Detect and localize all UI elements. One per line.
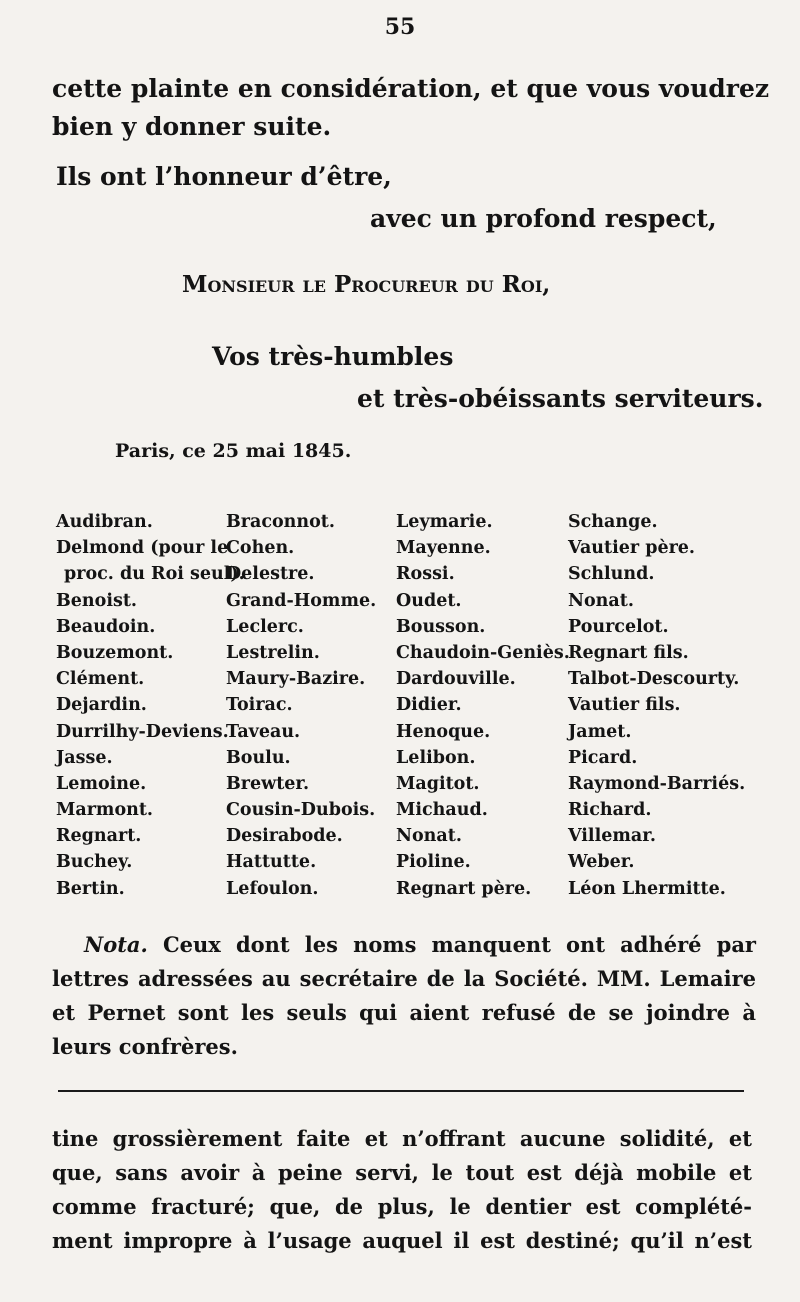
signatory-name: Villemar.	[568, 826, 656, 847]
signatory-name: Clément.	[56, 669, 145, 690]
signatory-name: Regnart.	[56, 826, 142, 847]
nota-paragraph	[52, 928, 756, 1064]
signatory-name: Braconnot.	[226, 512, 335, 532]
footnote-divider	[58, 1090, 744, 1092]
signatory-name: Mayenne.	[396, 538, 491, 559]
page-number: 55	[384, 14, 416, 40]
signatory-name: Durrilhy-Deviens.	[56, 721, 229, 742]
signatory-name: Pourcelot.	[568, 616, 669, 637]
signatory-name: proc. du Roi seul).	[64, 564, 245, 585]
signatory-name: Hattutte.	[226, 852, 317, 873]
signatory-name: Buchey.	[56, 852, 133, 873]
letter-line-1: cette plainte en considération, et que vous voudrez	[52, 74, 770, 103]
signatory-name: Boulu.	[226, 747, 291, 768]
signatory-name: Vautier fils.	[568, 695, 681, 716]
signatory-name: Maury-Bazire.	[226, 669, 366, 690]
signatory-name: Leymarie.	[396, 512, 493, 532]
signatory-name: Brewter.	[226, 773, 310, 794]
signatory-name: Desirabode.	[226, 826, 343, 847]
signatory-name: Jamet.	[568, 721, 632, 742]
signatory-name: Weber.	[568, 852, 635, 873]
signatory-name: Leclerc.	[226, 616, 304, 637]
signatory-name: Jasse.	[56, 747, 113, 768]
footer-line-1: tine grossièrement faite et n’offrant aucune solidité, et	[52, 1126, 752, 1151]
letter-date: Paris, ce 25 mai 1845.	[115, 440, 352, 462]
signatory-name: Lelibon.	[396, 747, 476, 768]
footer-line-4: ment impropre à l’usage auquel il est destiné; qu’il n’est	[52, 1228, 752, 1253]
letter-line-2: bien y donner suite.	[52, 112, 332, 141]
signatory-name: Audibran.	[56, 512, 153, 532]
signatory-name: Dardouville.	[396, 669, 516, 690]
signatory-name: Oudet.	[396, 590, 462, 611]
signatory-name: Marmont.	[56, 800, 154, 821]
signatory-name: Michaud.	[396, 800, 488, 821]
signatory-name: Richard.	[568, 800, 652, 821]
signatories-column-3	[396, 512, 570, 905]
signatory-name: Grand-Homme.	[226, 590, 377, 611]
signatories-column-1	[56, 512, 245, 905]
signatory-name: Léon Lhermitte.	[568, 878, 726, 899]
signatory-name: Bertin.	[56, 878, 125, 899]
signatory-name: Bouzemont.	[56, 642, 174, 663]
signatory-name: Benoist.	[56, 590, 137, 611]
signatory-name: Beaudoin.	[56, 616, 156, 637]
signatory-name: Pioline.	[396, 852, 471, 873]
signatory-name: Cousin-Dubois.	[226, 800, 376, 821]
signatory-name: Regnart père.	[396, 878, 532, 899]
footer-line-2: que, sans avoir à peine servi, le tout est déjà mobile et	[52, 1160, 752, 1185]
signatory-name: Delmond (pour le	[56, 538, 229, 559]
signatory-name: Talbot-Descourty.	[568, 669, 740, 690]
signatory-name: Didier.	[396, 695, 462, 716]
signatory-name: Dejardin.	[56, 695, 147, 716]
footer-line-3: comme fracturé; que, de plus, le dentier est complété-	[52, 1194, 752, 1219]
signatory-name: Taveau.	[226, 721, 301, 742]
signatory-name: Nonat.	[396, 826, 462, 847]
letter-line-4: avec un profond respect,	[370, 204, 717, 233]
signatory-name: Picard.	[568, 747, 638, 768]
signatory-name: Rossi.	[396, 564, 455, 585]
signatory-name: Vautier père.	[568, 538, 696, 559]
footer-text	[52, 1122, 752, 1258]
signatory-name: Delestre.	[226, 564, 315, 585]
signatory-name: Schange.	[568, 512, 658, 532]
nota-text: Ceux dont les noms manquent ont adhéré par lettres adressées au secrétaire de la Société. MM. Lemaire et Pernet sont les seuls qui aient refusé de se joindre à leurs confrères.	[52, 932, 756, 1059]
signatory-name: Lestrelin.	[226, 642, 320, 663]
signatory-name: Schlund.	[568, 564, 655, 585]
signatory-name: Lefoulon.	[226, 878, 319, 899]
signatories-column-2	[226, 512, 376, 905]
closing-line-1: Vos très-humbles	[212, 342, 454, 371]
signatory-name: Lemoine.	[56, 773, 147, 794]
signatory-name: Toirac.	[226, 695, 293, 716]
signatory-name: Bousson.	[396, 616, 486, 637]
signatory-name: Henoque.	[396, 721, 491, 742]
signatory-name: Cohen.	[226, 538, 295, 559]
closing-line-2: et très-obéissants serviteurs.	[357, 384, 764, 413]
signatory-name: Nonat.	[568, 590, 634, 611]
letter-line-3: Ils ont l’honneur d’être,	[56, 162, 392, 191]
signatories-column-4	[568, 512, 745, 905]
nota-label: Nota.	[84, 932, 148, 957]
signatory-name: Regnart fils.	[568, 642, 689, 663]
signatory-name: Magitot.	[396, 773, 480, 794]
salutation: Monsieur le Procureur du Roi,	[182, 271, 551, 298]
signatory-name: Chaudoin-Geniès.	[396, 642, 570, 663]
signatory-name: Raymond-Barriés.	[568, 773, 746, 794]
